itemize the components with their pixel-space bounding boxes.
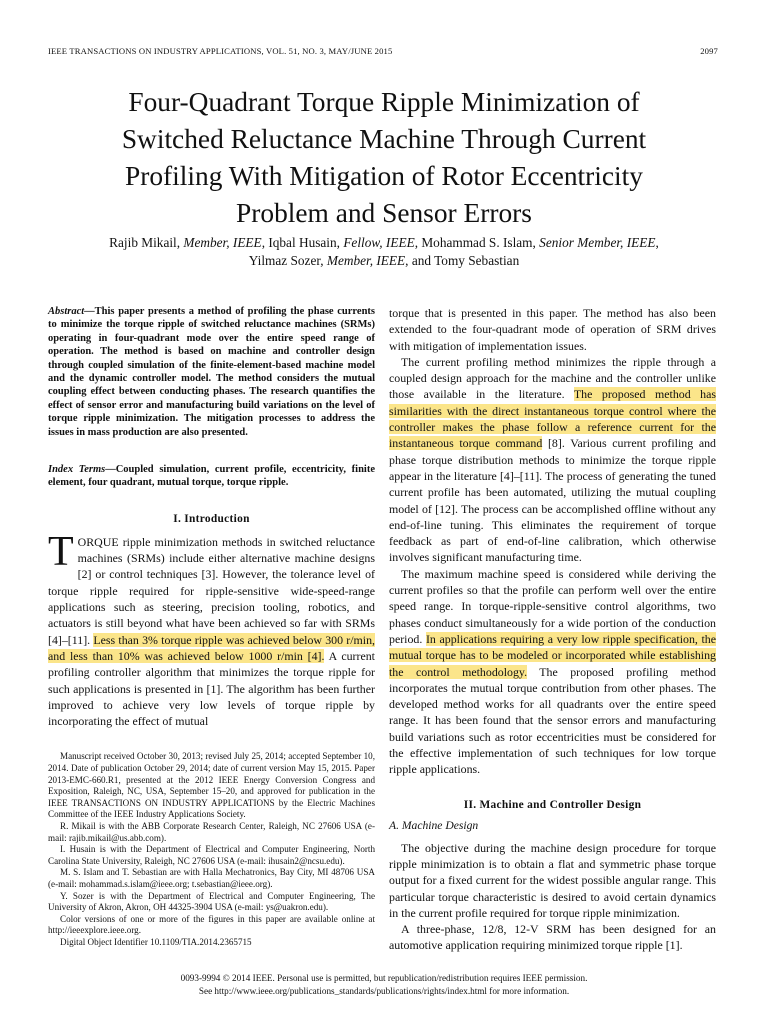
abstract-text: —This paper presents a method of profiling the phase currents to minimize the torque ripple of switched reluctance machines (SRMs) operating in four-quadrant mode over the entire speed range of operation. The method is based on machine and controller design through coupled simulation of the finite-element-based machine model and the dynamic controller model. The method considers the mutual coupling effect between conducting phases. The research quantifies the effect of sensor error and manufacturing build variations on the level of torque ripple minimization. The mitigation processes to address the issues in mass production are also presented. [48, 306, 375, 438]
footnote: Manuscript received October 30, 2013; revised July 25, 2014; accepted September 10, 2014. Date of publication October 29, 2014; date of current version May 15, 2015. Paper 2013-EMC-660.R1, presented at the 2012 IEEE Energy Conversion Congress and Exposition, Raleigh, NC, USA, September 15–20, and approved for publication in the IEEE TRANSACTIONS ON INDUSTRY APPLICATIONS by the Electric Machines Committee of the IEEE Industry Applications Society. [48, 751, 375, 820]
footnotes [48, 751, 375, 948]
running-head [48, 46, 718, 56]
author-list [60, 234, 708, 269]
highlighted-text: The proposed method has similarities with the direct instantaneous torque control where the controller makes the phase follow a reference current for the instantaneous torque command [389, 387, 716, 451]
right-column [389, 305, 716, 954]
abstract [48, 305, 375, 439]
section-heading-introduction: I. Introduction [173, 512, 250, 525]
abstract-label: Abstract [48, 306, 85, 317]
copyright-line: See http://www.ieee.org/publications_standards/publications/rights/index.html for more information. [198, 985, 570, 996]
intro-paragraph: TORQUE ripple minimization methods in switched reluctance machines (SRMs) include either alternative machine designs [2] or control techniques [3]. However, the tolerance level of torque ripple required for ripple-sensitive wide-speed-range applications such as steering, precision tooling, robotics, and actuators is still beyond what have been achieved so far with SRMs [4]–[11]. Less than 3% torque ripple was achieved below 300 r/min, and less than 10% was achieved below 1000 r/min [4]. A current profiling controller algorithm that minimizes the torque ripple for such applications is presented in [1]. The algorithm has been further improved to achieve very low levels of torque ripple by incorporating the effect of mutual [48, 528, 376, 729]
subsection-heading: A. Machine Design [389, 818, 479, 832]
title-line: Problem and Sensor Errors [236, 198, 532, 228]
footnote: R. Mikail is with the ABB Corporate Research Center, Raleigh, NC 27606 USA (e-mail: rajib.mikail@us.abb.com). [48, 821, 375, 843]
body-paragraph: The maximum machine speed is considered while deriving the current profiles so that the profile can perform well over the entire speed range. In torque-ripple-sensitive control algorithms, two phases conduct simultaneously for a wide portion of the conduction period. In applications requiring a very low ripple specification, the mutual torque has to be modeled or incorporated while establishing the control methodology. The proposed profiling method incorporates the mutual torque contribution from other phases. The developed method works for all quadrants over the entire speed range. It has been found that the sensor errors and manufacturing build variations such as rotor eccentricities must be considered for the effective implementation of such techniques for low torque ripple applications. [389, 566, 717, 777]
index-terms [48, 463, 375, 490]
paper-title [60, 84, 708, 232]
title-line: Four-Quadrant Torque Ripple Minimization of [128, 87, 640, 117]
section-heading-machine-design: II. Machine and Controller Design [463, 798, 642, 811]
title-line: Switched Reluctance Machine Through Current [121, 124, 647, 154]
footnote: Y. Sozer is with the Department of Electrical and Computer Engineering, The University of Akron, Akron, OH 44325-3904 USA (e-mail: ys@uakron.edu). [48, 890, 375, 913]
author-line-2: Yilmaz Sozer, Member, IEEE, and Tomy Sebastian [248, 252, 520, 268]
footnote: Color versions of one or more of the figures in this paper are available online at http://ieeexplore.ieee.org. [48, 913, 375, 936]
index-terms-label: Index Terms [48, 464, 106, 476]
author-line-1: Rajib Mikail, Member, IEEE, Iqbal Husain, Fellow, IEEE, Mohammad S. Islam, Senior Member, IEEE, [109, 235, 659, 250]
copyright-line: 0093-9994 © 2014 IEEE. Personal use is permitted, but republication/redistribution requires IEEE permission. [180, 973, 588, 983]
body-paragraph: torque that is presented in this paper. The method has also been extended to the four-quadrant mode of operation of SRM drives with mitigation of implementation issues. [389, 306, 716, 353]
left-column [48, 305, 375, 949]
copyright-notice [48, 972, 720, 997]
page-number: 2097 [700, 46, 718, 56]
journal-name: IEEE TRANSACTIONS ON INDUSTRY APPLICATIONS, VOL. 51, NO. 3, MAY/JUNE 2015 [48, 46, 393, 56]
drop-cap: T [48, 528, 74, 575]
index-terms-text: —Coupled simulation, current profile, eccentricity, finite element, four quadrant, mutual torque, torque ripple. [48, 464, 375, 489]
footnote: I. Husain is with the Department of Electrical and Computer Engineering, North Carolina State University, Raleigh, NC 27606 USA (e-mail: ihusain2@ncsu.edu). [48, 844, 375, 866]
title-line: Profiling With Mitigation of Rotor Eccentricity [125, 161, 643, 191]
body-paragraph: A three-phase, 12/8, 12-V SRM has been designed for an automotive application requiring minimized torque ripple [1]. [389, 922, 716, 953]
footnote: M. S. Islam and T. Sebastian are with Halla Mechatronics, Bay City, MI 48706 USA (e-mail: mohammad.s.islam@ieee.org; t.sebastian@ieee.org). [48, 867, 375, 889]
body-paragraph: The objective during the machine design procedure for torque ripple minimization is to obtain a flat and symmetric phase torque output for a fixed current for the widest possible angular range. This particular torque characteristic is desired to avoid certain dynamics in the current profile required for torque ripple minimization. [389, 840, 716, 920]
footnote: Digital Object Identifier 10.1109/TIA.2014.2365715 [60, 936, 252, 947]
highlighted-text: Less than 3% torque ripple was achieved below 300 r/min, and less than 10% was achieved below 1000 r/min [4]. [48, 632, 376, 663]
body-paragraph: The current profiling method minimizes the ripple through a coupled design approach for the machine and the controller unlike those available in the literature. The proposed method has similarities with the direct instantaneous torque control where the controller makes the phase follow a reference current for the instantaneous torque command [8]. Various current profiling and phase torque distribution methods to minimize the torque ripple appear in the literature [4]–[11]. The process of generating the tuned current profile has been automated, utilizing the mutual coupling model of [12]. The process can be accomplished offline without any end-of-line tuning. This eliminates the requirement of torque feedback as part of end-of-line calibration, which otherwise involves significant manufacturing time. [389, 354, 716, 565]
highlighted-text: In applications requiring a very low ripple specification, the mutual torque has to be modeled or incorporated while establishing the control methodology. [389, 631, 717, 679]
